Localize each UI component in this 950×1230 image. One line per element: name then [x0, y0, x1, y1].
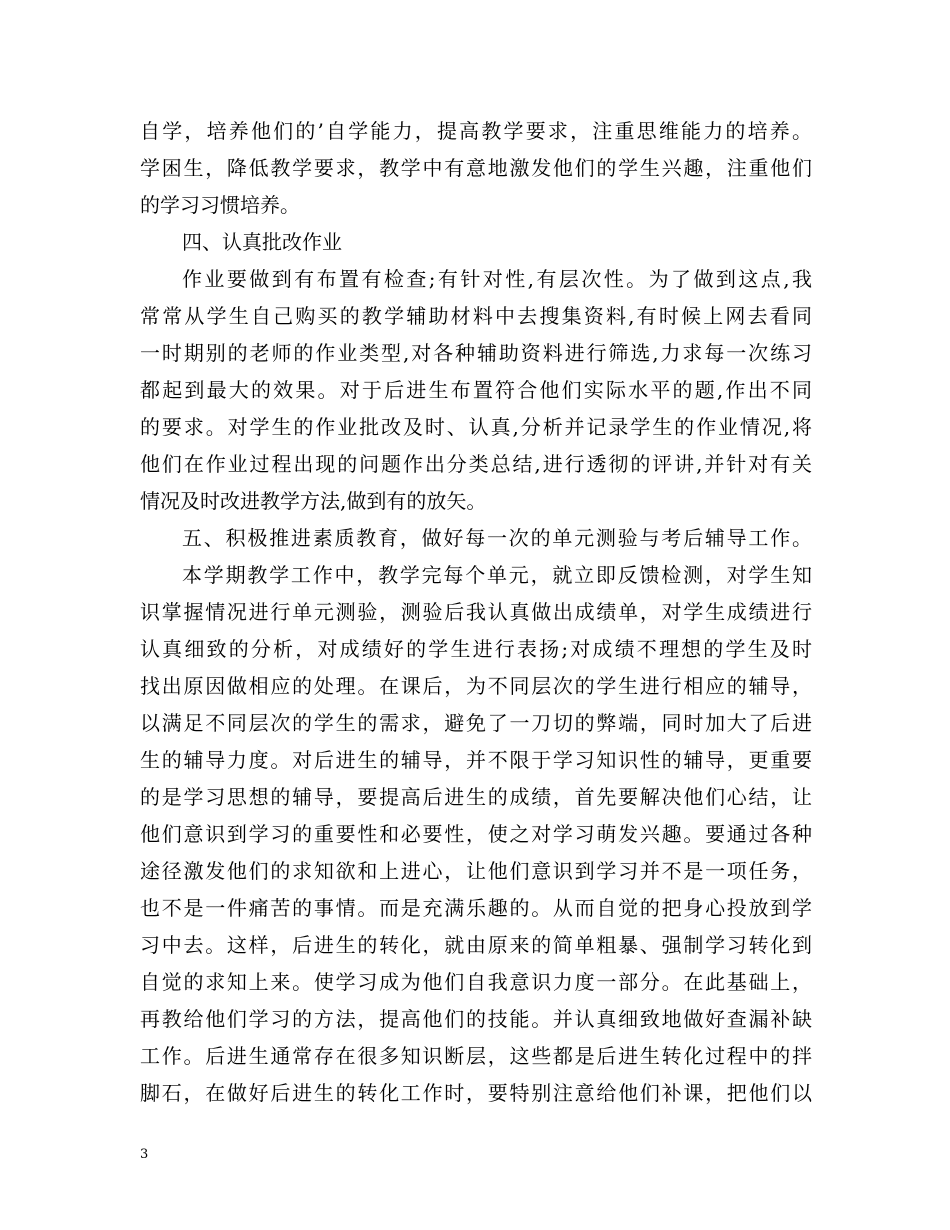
text-line: 的要求。对学生的作业批改及时、认真,分析并记录学生的作业情况,将: [140, 415, 812, 439]
text-line: 一时期别的老师的作业类型,对各种辅助资料进行筛选,力求每一次练习: [140, 341, 812, 365]
text-line: 也不是一件痛苦的事情。而是充满乐趣的。从而自觉的把身心投放到学: [140, 896, 812, 920]
text-line: 生的辅导力度。对后进生的辅导，并不限于学习知识性的辅导，更重要: [140, 748, 812, 772]
text-line: 的是学习思想的辅导，要提高后进生的成绩，首先要解决他们心结，让: [140, 785, 812, 809]
text-line: 途径激发他们的求知欲和上进心，让他们意识到学习并不是一项任务，: [140, 859, 812, 883]
text-line: 都起到最大的效果。对于后进生布置符合他们实际水平的题,作出不同: [140, 378, 812, 402]
text-line: 学困生，降低教学要求，教学中有意地激发他们的学生兴趣，注重他们: [140, 156, 812, 180]
text-line: 情况及时改进教学方法,做到有的放矢。: [140, 489, 487, 513]
text-line: 作业要做到有布置有检查;有针对性,有层次性。为了做到这点,我: [182, 267, 812, 291]
section-heading: 五、积极推进素质教育，做好每一次的单元测验与考后辅导工作。: [182, 526, 812, 550]
text-line: 习中去。这样，后进生的转化，就由原来的简单粗暴、强制学习转化到: [140, 933, 812, 957]
text-line: 他们意识到学习的重要性和必要性，使之对学习萌发兴趣。要通过各种: [140, 822, 812, 846]
page-number: 3: [140, 1147, 149, 1162]
text-line: 识掌握情况进行单元测验，测验后我认真做出成绩单，对学生成绩进行: [140, 600, 812, 624]
text-line: 自觉的求知上来。使学习成为他们自我意识力度一部分。在此基础上，: [140, 970, 812, 994]
text-line: 常常从学生自己购买的教学辅助材料中去搜集资料,有时候上网去看同: [140, 304, 812, 328]
section-heading: 四、认真批改作业: [182, 230, 342, 254]
text-line: 本学期教学工作中，教学完每个单元，就立即反馈检测，对学生知: [182, 563, 812, 587]
text-line: 再教给他们学习的方法，提高他们的技能。并认真细致地做好查漏补缺: [140, 1007, 812, 1031]
text-line: 的学习习惯培养。: [140, 193, 300, 217]
text-line: 以满足不同层次的学生的需求，避免了一刀切的弊端，同时加大了后进: [140, 711, 812, 735]
text-line: 找出原因做相应的处理。在课后，为不同层次的学生进行相应的辅导，: [140, 674, 812, 698]
text-line: 他们在作业过程出现的问题作出分类总结,进行透彻的评讲,并针对有关: [140, 452, 812, 476]
text-line: 工作。后进生通常存在很多知识断层，这些都是后进生转化过程中的拌: [140, 1044, 812, 1068]
text-line: 脚石，在做好后进生的转化工作时，要特别注意给他们补课，把他们以: [140, 1081, 812, 1105]
text-line: 自学，培养他们的’自学能力，提高教学要求，注重思维能力的培养。: [140, 119, 812, 143]
text-line: 认真细致的分析，对成绩好的学生进行表扬;对成绩不理想的学生及时: [140, 637, 812, 661]
